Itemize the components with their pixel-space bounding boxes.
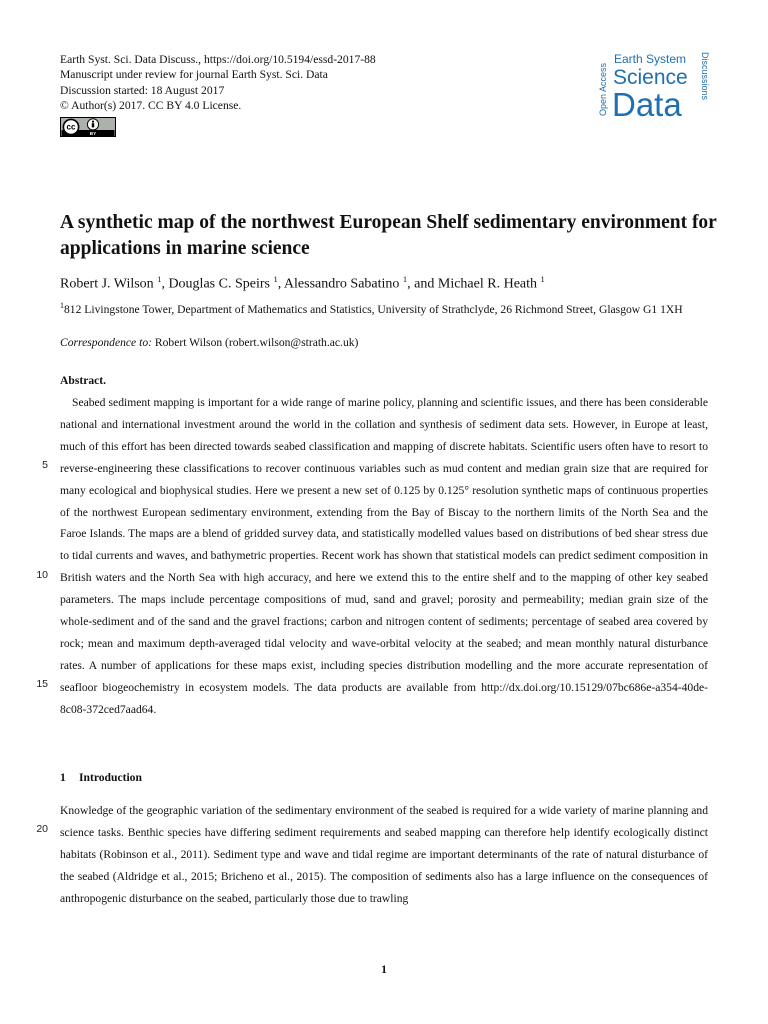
line-number: 5 — [42, 459, 48, 471]
affiliation-number: 1 — [60, 301, 64, 310]
correspondence — [60, 336, 358, 349]
affiliation — [60, 298, 720, 318]
affiliation-text: 812 Livingstone Tower, Department of Mathematics and Statistics, University of Strathclyde, 26 Richmond Street, Glasgow G1 1XH — [64, 302, 683, 316]
discussion-date: Discussion started: 18 August 2017 — [60, 83, 225, 97]
abstract-text: Seabed sediment mapping is important for a wide range of marine policy, planning and scientific issues, and there has been considerable national and international investment around the world in the collation and synthesis of sediment data sets. However, in Europe at least, much of this effort has been directed towards seabed classification and mapping of discrete habitats. Scientific users often have to resort to reverse-engineering these classifications to recover continuous variables such as mud content and median grain size that are required for many ecological and biophysical studies. Here we present a new set of 0.125 by 0.125° resolution synthetic maps of continuous properties of the northwest European sedimentary environment, extending from the Bay of Biscay to the northern limits of the North Sea and the Faroe Islands. The maps are a blend of gridded survey data, and statistically modelled values based on distributions of bed shear stress due to tidal currents and waves, and bathymetric properties. Recent work has shown that statistical models can predict sediment composition in British waters and the North Sea with high accuracy, and here we extend this to the entire shelf and to the mapping of other key seabed parameters. The maps include percentage compositions of mud, sand and gravel; porosity and permeability; median grain size of the whole-sediment and of the sand and the gravel fractions; carbon and nitrogen content of sediments; percentage of seabed area covered by rock; mean and maximum depth-averaged tidal velocity and wave-orbital velocity at the seabed; and mean monthly natural disturbance rates. A number of applications for these maps exist, including species distribution modelling and the more accurate representation of seafloor biogeochemistry in ecosystem models. The data products are available from http://dx.doi.org/10.15129/07bc686e-a354-40de-8c08-372ced7aad64. — [60, 396, 708, 716]
author-name: Robert J. Wilson — [60, 276, 154, 292]
logo-data: Data — [612, 86, 682, 122]
author-list — [60, 274, 545, 293]
logo-open-access: Open Access — [598, 62, 608, 116]
essd-logo[interactable] — [596, 50, 712, 122]
line-number: 10 — [36, 569, 48, 581]
author-separator: , — [277, 276, 284, 292]
correspondence-contact[interactable]: Robert Wilson (robert.wilson@strath.ac.uk) — [154, 336, 359, 349]
author-name: Michael R. Heath — [437, 276, 538, 292]
author-name: Douglas C. Speirs — [168, 276, 270, 292]
author-name: Alessandro Sabatino — [283, 276, 400, 292]
correspondence-label: Correspondence to: — [60, 336, 152, 349]
line-number: 20 — [36, 823, 48, 835]
page-number: 1 — [381, 963, 387, 976]
logo-discussions: Discussions — [700, 52, 710, 101]
cc-label: cc — [66, 122, 76, 132]
journal-header — [60, 52, 376, 141]
section-number: 1 — [60, 771, 66, 784]
affiliation-mark: 1 — [273, 274, 278, 284]
paper-title: A synthetic map of the northwest European Shelf sedimentary environment for applications in marine science — [60, 212, 717, 259]
cc-by-badge[interactable] — [60, 117, 376, 141]
logo-science: Science — [613, 66, 688, 89]
author-separator: , — [161, 276, 169, 292]
affiliation-mark: 1 — [402, 274, 408, 284]
introduction-text: Knowledge of the geographic variation of the sedimentary environment of the seabed is required for a wide variety of marine planning and science tasks. Benthic species have differing sediment requirements and seabed mapping can therefore help identify ecologically distinct habitats (Robinson et al., 2011). Sediment type and wave and tidal regime are important determinants of the rate of natural disturbance of the seabed (Aldridge et al., 2015; Bricheno et al., 2015). The composition of sediments also has a large influence on the consequences of anthropogenic disturbance on the seabed, particularly those due to trawling — [60, 804, 708, 905]
author-separator: , and — [407, 276, 438, 292]
license-line: © Author(s) 2017. CC BY 4.0 License. — [60, 99, 242, 113]
logo-earth-system: Earth System — [614, 52, 687, 66]
affiliation-mark: 1 — [540, 274, 545, 284]
affiliation-mark: 1 — [157, 274, 162, 284]
journal-citation: Earth Syst. Sci. Data Discuss., https://doi.org/10.5194/essd-2017-88 — [60, 53, 376, 66]
abstract-heading: Abstract. — [60, 374, 107, 387]
section-title: Introduction — [79, 771, 142, 784]
line-number: 15 — [36, 678, 48, 690]
by-label: BY — [89, 130, 97, 136]
cc-by-icon — [60, 117, 116, 137]
section-heading-introduction — [60, 771, 142, 784]
review-status: Manuscript under review for journal Earth Syst. Sci. Data — [60, 68, 328, 82]
